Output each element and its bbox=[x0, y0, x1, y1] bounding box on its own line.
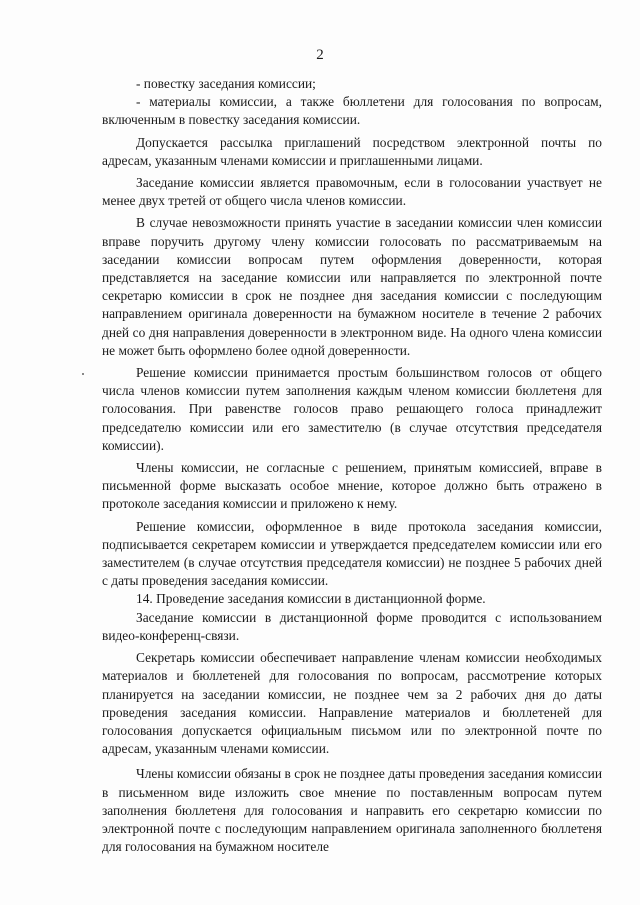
paragraph-remote-meeting: Заседание комиссии в дистанционной форме проводится с использованием видео-конференц-связи. bbox=[102, 609, 602, 643]
paragraph-agenda: - повестку заседания комиссии; bbox=[136, 76, 316, 91]
paragraph-proxy: В случае невозможности принять участие в заседании комиссии член комиссии вправе поручить другому члену комиссии голосовать по рассматриваемым на заседании комиссии вопросам путем оформления доверенности, которая представляется на заседание комиссии или направляется по электронной почте секретарю комиссии в срок не позднее дня заседания комиссии с последующим направлением оригинала доверенности на бумажном носителе в течение 2 рабочих дней со дня направления доверенности в электронном виде. На одного члена комиссии не может быть оформлено более одной доверенности. bbox=[102, 215, 602, 358]
paragraph-dissenting-opinion: Члены комиссии, не согласные с решением, принятым комиссией, вправе в письменной форме высказать особое мнение, которое должно быть отражено в протоколе заседания комиссии и приложено к нему. bbox=[102, 460, 602, 512]
paragraph-quorum: Заседание комиссии является правомочным, если в голосовании участвует не менее двух третей от общего числа членов комиссии. bbox=[102, 175, 602, 209]
page-number: 2 bbox=[316, 47, 324, 63]
paragraph-protocol: Решение комиссии, оформленное в виде протокола заседания комиссии, подписывается секретарем комиссии и утверждается председателем комиссии или его заместителем (в случае отсутствия председателя комиссии) не позднее 5 рабочих дней с даты проведения заседания комиссии. bbox=[102, 518, 602, 589]
scan-speck bbox=[82, 373, 84, 375]
paragraph-member-obligations: Члены комиссии обязаны в срок не позднее даты проведения заседания комиссии в письменном виде изложить свое мнение по поставленным вопросам путем заполнения бюллетеня для голосования и направить его секретарю комиссии по электронной почте с последующим направлением оригинала заполненного бюллетеня для голосования на бумажном носителе bbox=[102, 766, 602, 855]
paragraph-secretary-duties: Секретарь комиссии обеспечивает направление членам комиссии необходимых материалов и бюллетеней для голосования по вопросам, рассмотрение которых планируется на заседании комиссии, не позднее чем за 2 рабочих дня до даты проведения заседания комиссии. Направление материалов и бюллетеней для голосования допускается официальным письмом или по электронной почте по адресам, указанным членами комиссии. bbox=[102, 650, 602, 757]
paragraph-section-14-heading: 14. Проведение заседания комиссии в дистанционной форме. bbox=[136, 591, 486, 607]
paragraph-materials: - материалы комиссии, а также бюллетени для голосования по вопросам, включенным в повестку заседания комиссии. bbox=[102, 94, 602, 128]
paragraph-email-invitations: Допускается рассылка приглашений посредством электронной почты по адресам, указанным членами комиссии и приглашенными лицами. bbox=[102, 134, 602, 168]
document-body bbox=[102, 75, 602, 856]
paragraph-decision-voting: Решение комиссии принимается простым большинством голосов от общего числа членов комиссии путем заполнения каждым членом комиссии бюллетеня для голосования. При равенстве голосов право решающего голоса принадлежит председателю комиссии или его заместителю (в случае отсутствия председателя комиссии). bbox=[102, 365, 602, 453]
